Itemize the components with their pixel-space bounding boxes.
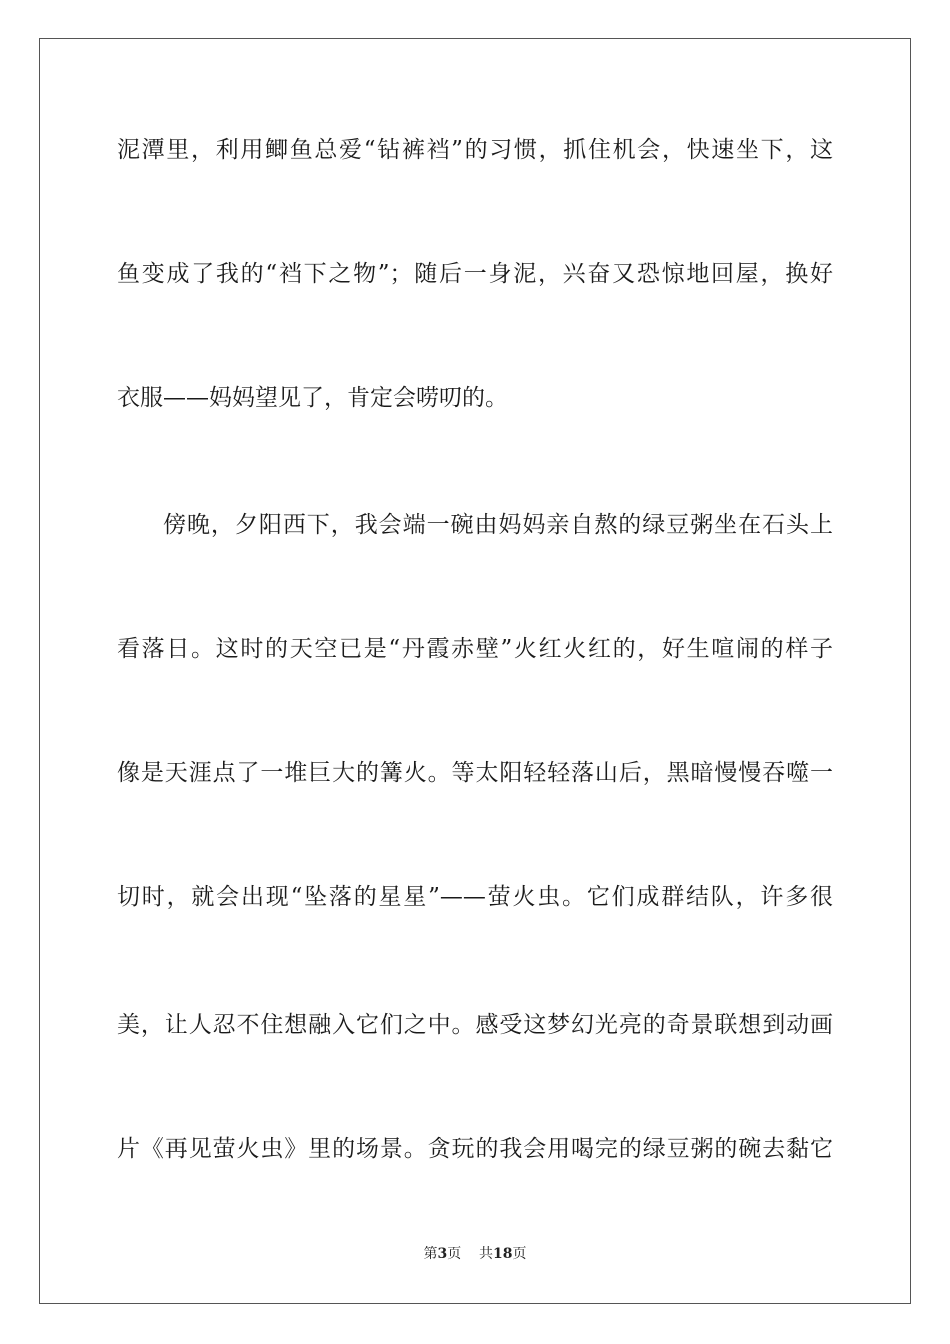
- body-text-line: 美，让人忍不住想融入它们之中。感受这梦幻光亮的奇景联想到动画: [117, 1012, 833, 1038]
- body-text-line: 切时，就会出现“坠落的星星”——萤火虫。它们成群结队，许多很: [117, 884, 833, 910]
- footer-page-number: 3: [437, 1246, 448, 1262]
- body-text-line: 片《再见萤火虫》里的场景。贪玩的我会用喝完的绿豆粥的碗去黏它: [117, 1136, 833, 1162]
- footer-total-pages: 18: [493, 1246, 513, 1262]
- paragraph-first-line: 傍晚，夕阳西下，我会端一碗由妈妈亲自熬的绿豆粥坐在石头上: [163, 512, 833, 538]
- footer-total-prefix: 共: [479, 1246, 494, 1262]
- body-text-line: 泥潭里，利用鲫鱼总爱“钻裤裆”的习惯，抓住机会，快速坐下，这: [117, 137, 833, 163]
- body-text-line: 鱼变成了我的“裆下之物”；随后一身泥，兴奋又恐惊地回屋，换好: [117, 261, 833, 287]
- footer-total-suffix: 页: [512, 1246, 527, 1262]
- footer-prefix: 第: [423, 1246, 438, 1262]
- body-text-line: 看落日。这时的天空已是“丹霞赤壁”火红火红的，好生喧闹的样子: [117, 636, 833, 662]
- body-text-line: 衣服——妈妈望见了，肯定会唠叨的。: [117, 385, 508, 411]
- footer-page-suffix: 页: [447, 1246, 462, 1262]
- body-text-line: 像是天涯点了一堆巨大的篝火。等太阳轻轻落山后，黑暗慢慢吞噬一: [117, 760, 833, 786]
- page-footer: [0, 1245, 950, 1263]
- page-border: [39, 38, 911, 1304]
